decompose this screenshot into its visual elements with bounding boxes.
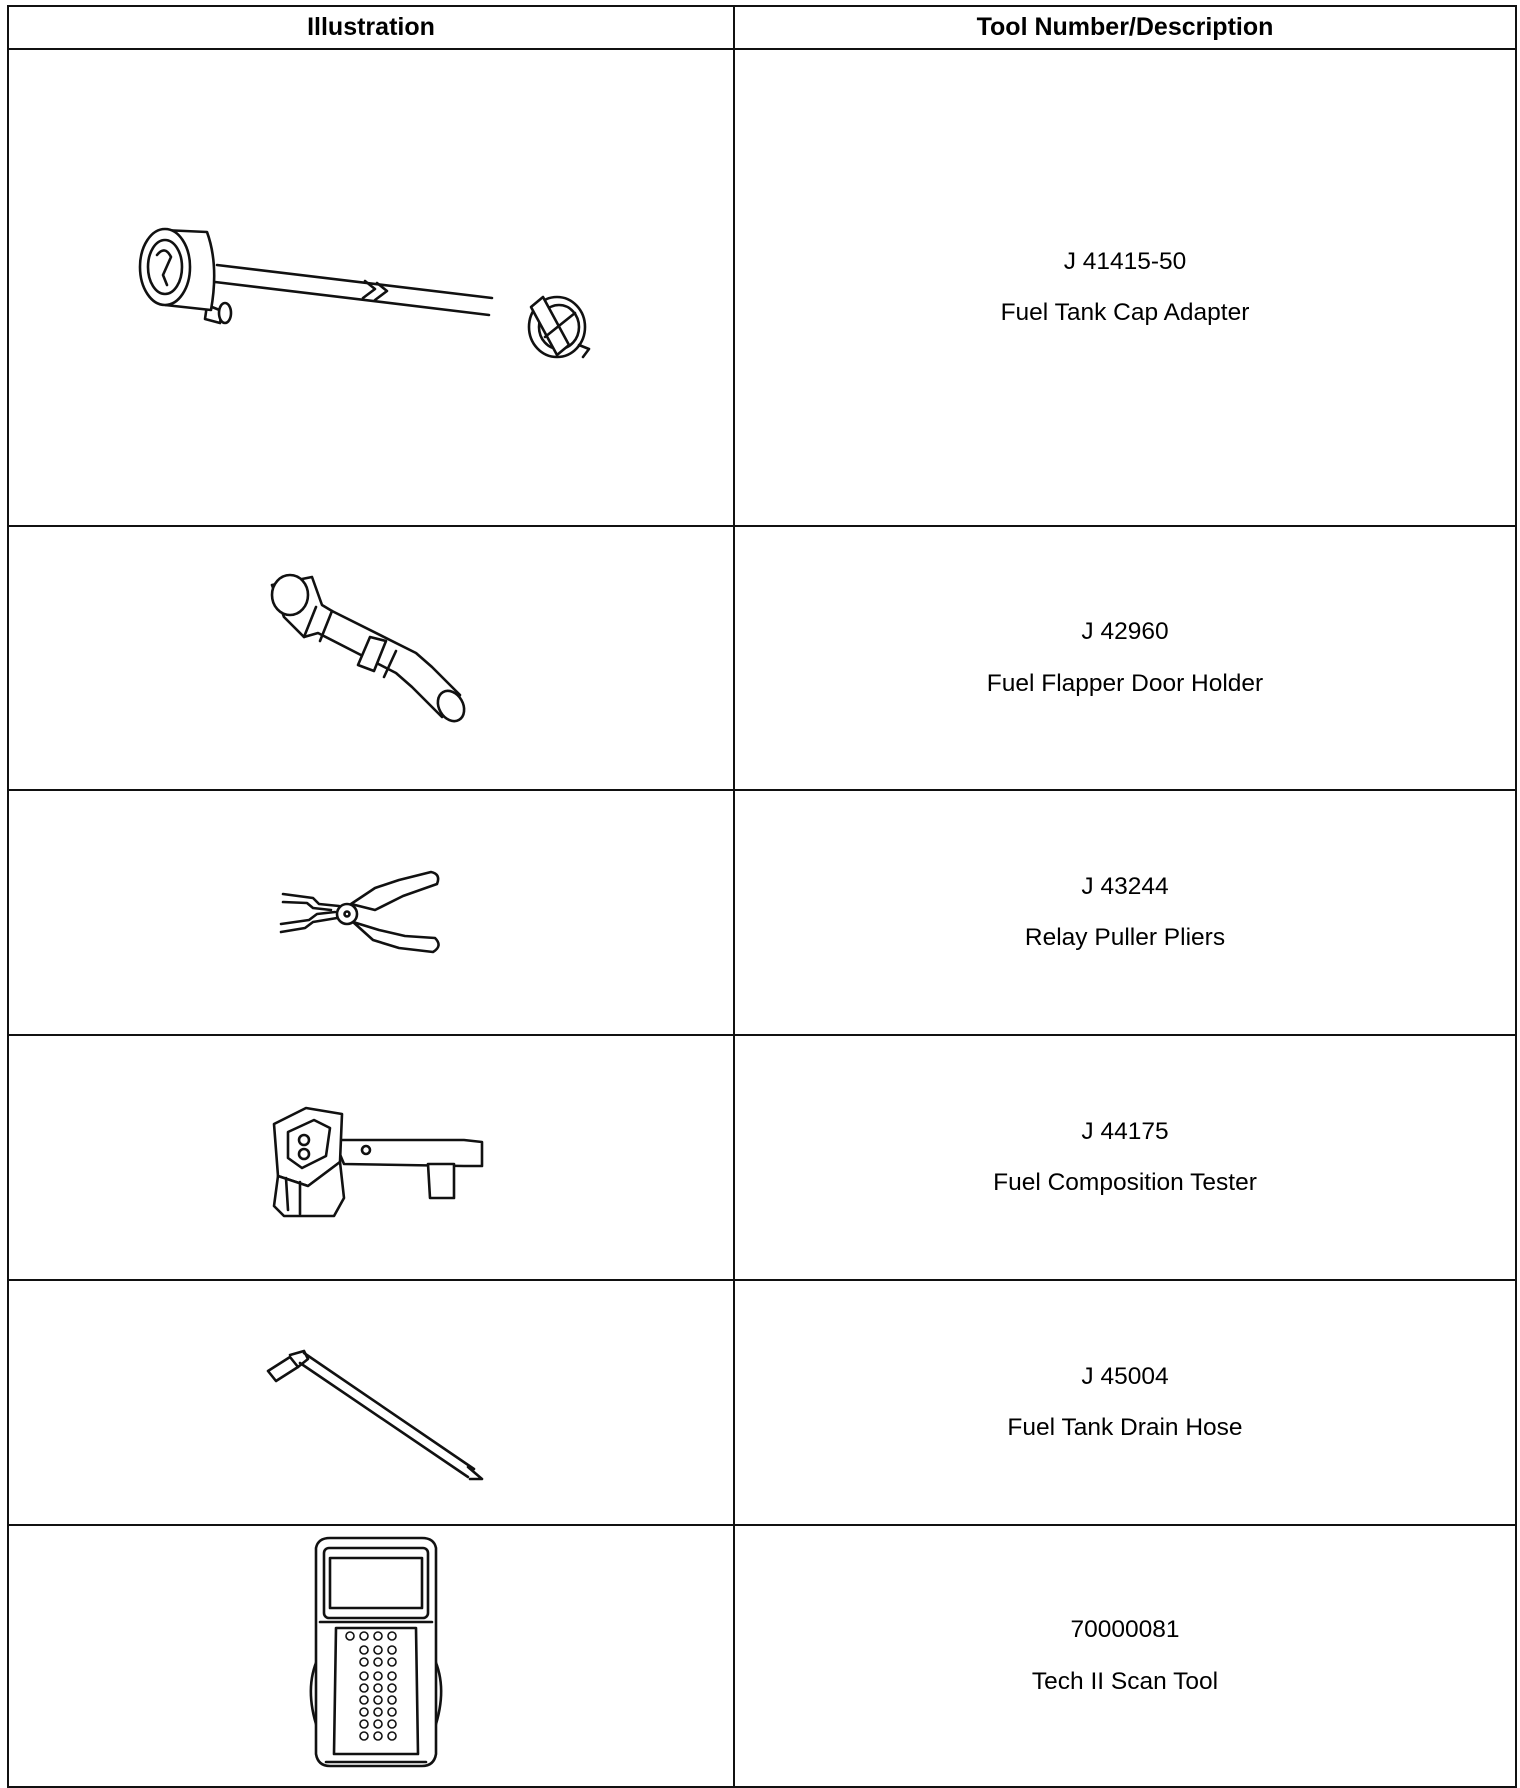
tool-description: Fuel Tank Drain Hose [1007,1414,1243,1441]
table-row [8,49,1516,526]
fuel-tank-cap-adapter-icon [127,205,627,405]
tool-description: Tech II Scan Tool [1031,1667,1219,1695]
tool-cell [734,49,1516,526]
tool-cell [734,1035,1516,1280]
tool-number: J 41415-50 [1063,247,1187,275]
header-illustration: Illustration [8,6,734,49]
tech-ii-scan-tool-icon [306,1534,446,1779]
table-row [8,1035,1516,1280]
tool-number: J 44175 [1081,1117,1169,1145]
illustration-cell [8,49,734,526]
tool-cell [734,1525,1516,1787]
tool-number: J 45004 [1081,1362,1169,1390]
tool-description: Relay Puller Pliers [1024,924,1226,951]
fuel-composition-tester-icon [264,1106,494,1246]
illustration-cell [8,1525,734,1787]
illustration-cell [8,1280,734,1525]
table-row [8,526,1516,790]
fuel-tank-drain-hose-icon [264,1341,494,1481]
illustration-cell [8,526,734,790]
tool-number: J 42960 [1081,618,1169,645]
tool-description: Fuel Flapper Door Holder [986,669,1264,697]
header-row [8,6,1516,49]
tool-cell [734,790,1516,1035]
relay-puller-pliers-icon [279,866,469,956]
tool-number: J 43244 [1081,872,1169,900]
tool-description: Fuel Tank Cap Adapter [1000,299,1250,326]
table-row [8,790,1516,1035]
fuel-flapper-door-holder-icon [264,567,484,727]
illustration-cell [8,790,734,1035]
table-row [8,1280,1516,1525]
header-tool-number-description: Tool Number/Description [734,6,1516,49]
tool-description: Fuel Composition Tester [993,1169,1257,1196]
tool-cell [734,1280,1516,1525]
table-row [8,1525,1516,1787]
tool-number: 70000081 [1070,1616,1180,1643]
special-tools-table [7,5,1517,1788]
tool-cell [734,526,1516,790]
illustration-cell [8,1035,734,1280]
